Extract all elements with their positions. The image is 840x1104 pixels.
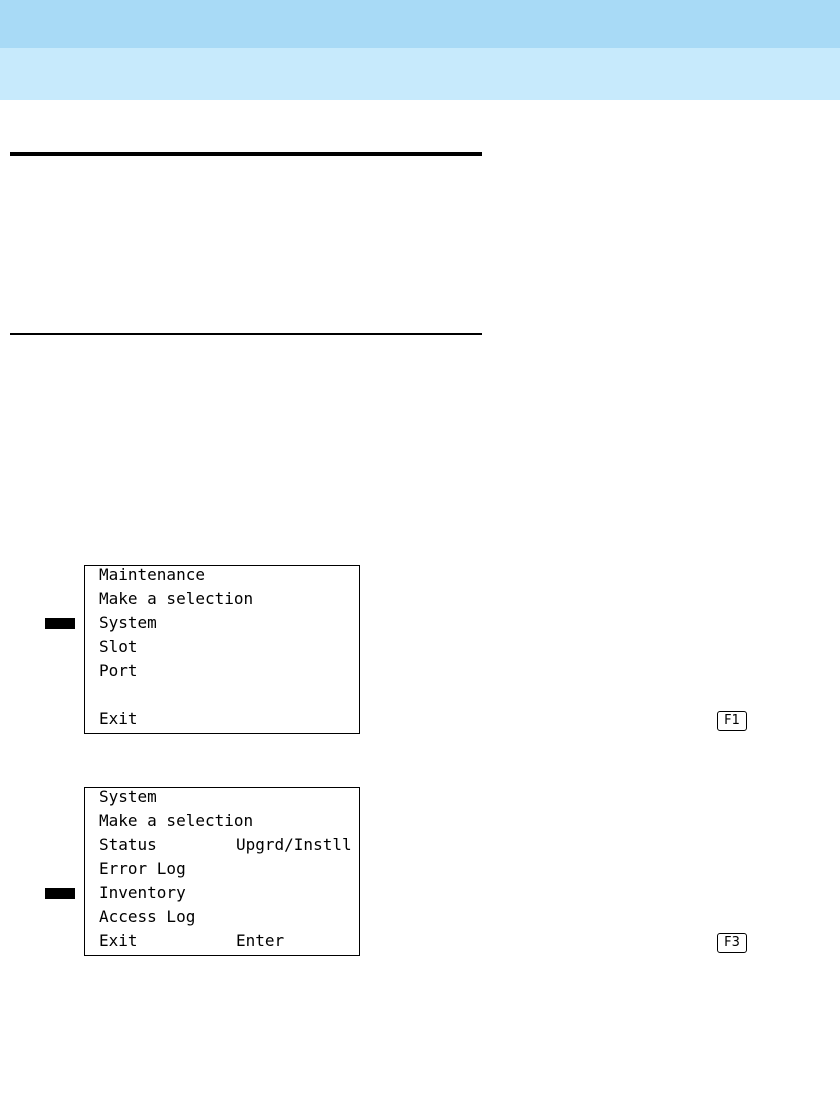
menu-option-port[interactable]: Port: [99, 661, 138, 680]
function-key-f1[interactable]: F1: [717, 711, 747, 731]
selection-indicator-system: [45, 618, 75, 629]
menu-option-enter[interactable]: Enter: [236, 931, 285, 950]
menu-option-system[interactable]: System: [99, 613, 157, 632]
menu-option-error-log[interactable]: Error Log: [99, 859, 186, 878]
menu-option-status[interactable]: Status: [99, 835, 157, 854]
menu-option-inventory[interactable]: Inventory: [99, 883, 186, 902]
screen-line-title: Maintenance: [99, 565, 205, 584]
menu-option-access-log[interactable]: Access Log: [99, 907, 196, 926]
screen-line-prompt: Make a selection: [99, 589, 254, 608]
section-rule-thin: [10, 333, 482, 335]
header-band-bottom: [0, 48, 840, 100]
screen-line-title: System: [99, 787, 157, 806]
screen-line-prompt: Make a selection: [99, 811, 254, 830]
function-key-f3[interactable]: F3: [717, 933, 747, 953]
section-rule-thick: [10, 152, 482, 156]
header-band-top: [0, 0, 840, 48]
selection-indicator-inventory: [45, 888, 75, 899]
menu-option-exit[interactable]: Exit: [99, 709, 138, 728]
menu-option-exit[interactable]: Exit: [99, 931, 138, 950]
menu-option-slot[interactable]: Slot: [99, 637, 138, 656]
menu-option-upgrd-instll[interactable]: Upgrd/Instll: [236, 835, 352, 854]
maintenance-screen-display: [84, 565, 360, 734]
system-screen-display: [84, 787, 360, 956]
